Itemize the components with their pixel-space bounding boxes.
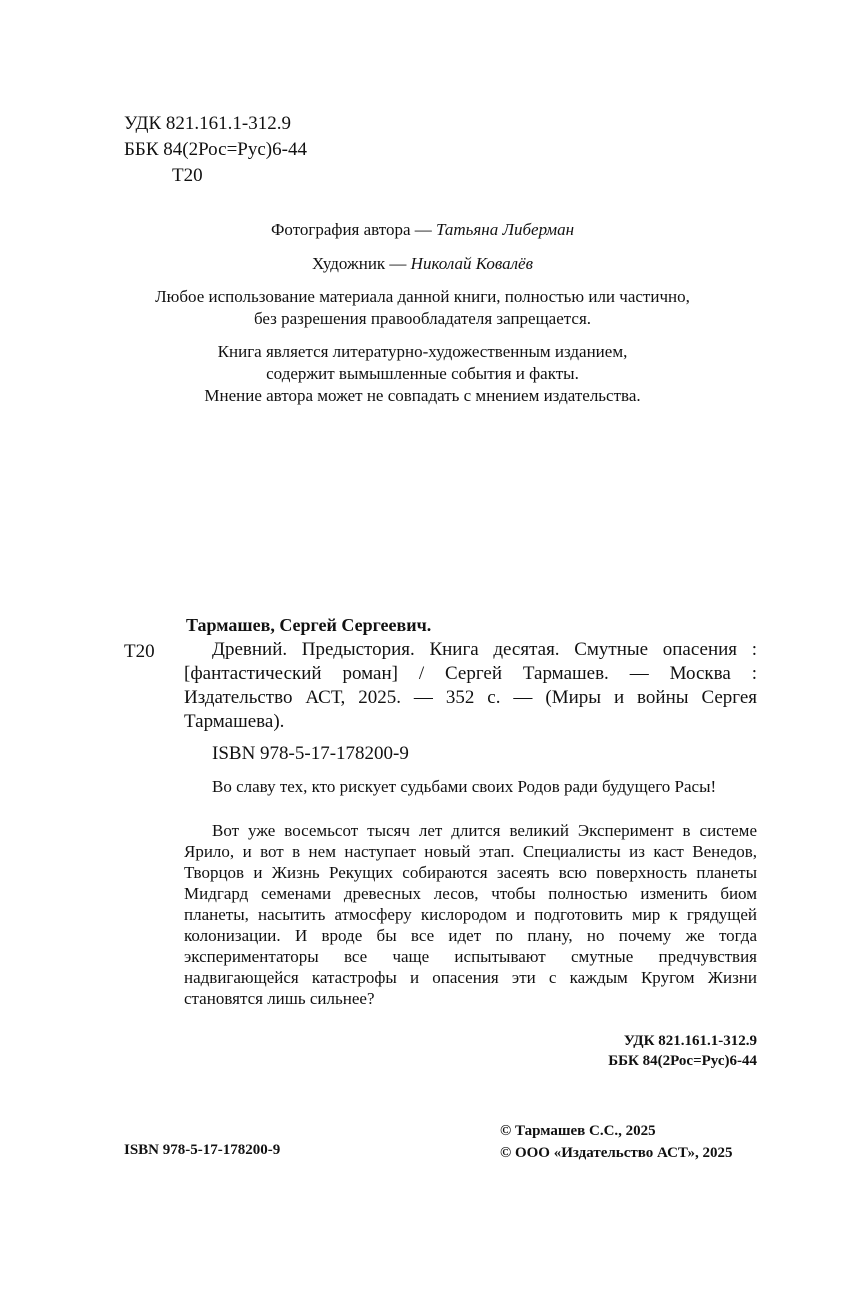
author-code-header: Т20 — [172, 165, 203, 186]
footer-udk: УДК 821.161.1-312.9 — [623, 1033, 757, 1049]
artist-credit-name: Николай Ковалёв — [410, 254, 533, 273]
fiction-notice-line-1: Книга является литературно-художественным изданием, — [217, 342, 628, 361]
copyright-notice-line-1: Любое использование материала данной книги, полностью или частично, — [155, 287, 690, 306]
footer-bbk: ББК 84(2Рос=Рус)6-44 — [608, 1053, 757, 1069]
fiction-notice-line-3: Мнение автора может не совпадать с мнением издательства. — [204, 386, 641, 405]
fiction-notice-line-2: содержит вымышленные события и факты. — [266, 364, 579, 383]
photo-credit-name: Татьяна Либерман — [436, 220, 574, 239]
artist-credit-label: Художник — — [312, 254, 411, 273]
copyright-author: © Тармашев С.С., 2025 — [500, 1123, 656, 1139]
annotation-dedication: Во славу тех, кто рискует судьбами своих Родов ради будущего Расы! — [212, 777, 717, 796]
udk-header: УДК 821.161.1-312.9 — [124, 113, 291, 134]
copyright-notice-line-2: без разрешения правообладателя запрещается. — [253, 309, 592, 328]
photo-credit — [0, 219, 845, 241]
bbk-header: ББК 84(2Рос=Рус)6-44 — [124, 139, 307, 160]
artist-credit — [0, 253, 845, 275]
bibliography-code: Т20 — [124, 641, 155, 662]
bibliography-isbn: ISBN 978-5-17-178200-9 — [212, 743, 409, 764]
annotation-summary: Вот уже восемьсот тысяч лет длится великий Эксперимент в системе Ярило, и вот в нем наступает новый этап. Специалисты из каст Венедов, Творцов и Жизнь Рекущих собираются засеять всю поверхность планеты Мидгард семенами древесных лесов, чтобы полностью изменить биом планеты, насытить атмосферу кислородом и подготовить мир к грядущей колонизации. И вроде бы все идет по плану, но почему же тогда экспериментаторы все чаще испытывают смутные предчувствия надвигающейся катастрофы и опасения эти с каждым Кругом Жизни становятся лишь сильнее? — [184, 821, 757, 1008]
photo-credit-label: Фотография автора — — [271, 220, 437, 239]
bibliography-description: Древний. Предыстория. Книга десятая. Смутные опасения : [фантастический роман] / Сергей Тармашев. — Москва : Издательство АСТ, 2025. — 352 с. — (Миры и войны Сергея Тармашева). — [184, 639, 757, 732]
footer-isbn: ISBN 978-5-17-178200-9 — [124, 1142, 281, 1158]
copyright-publisher: © ООО «Издательство АСТ», 2025 — [500, 1145, 733, 1161]
bibliography-author: Тармашев, Сергей Сергеевич. — [186, 615, 432, 635]
